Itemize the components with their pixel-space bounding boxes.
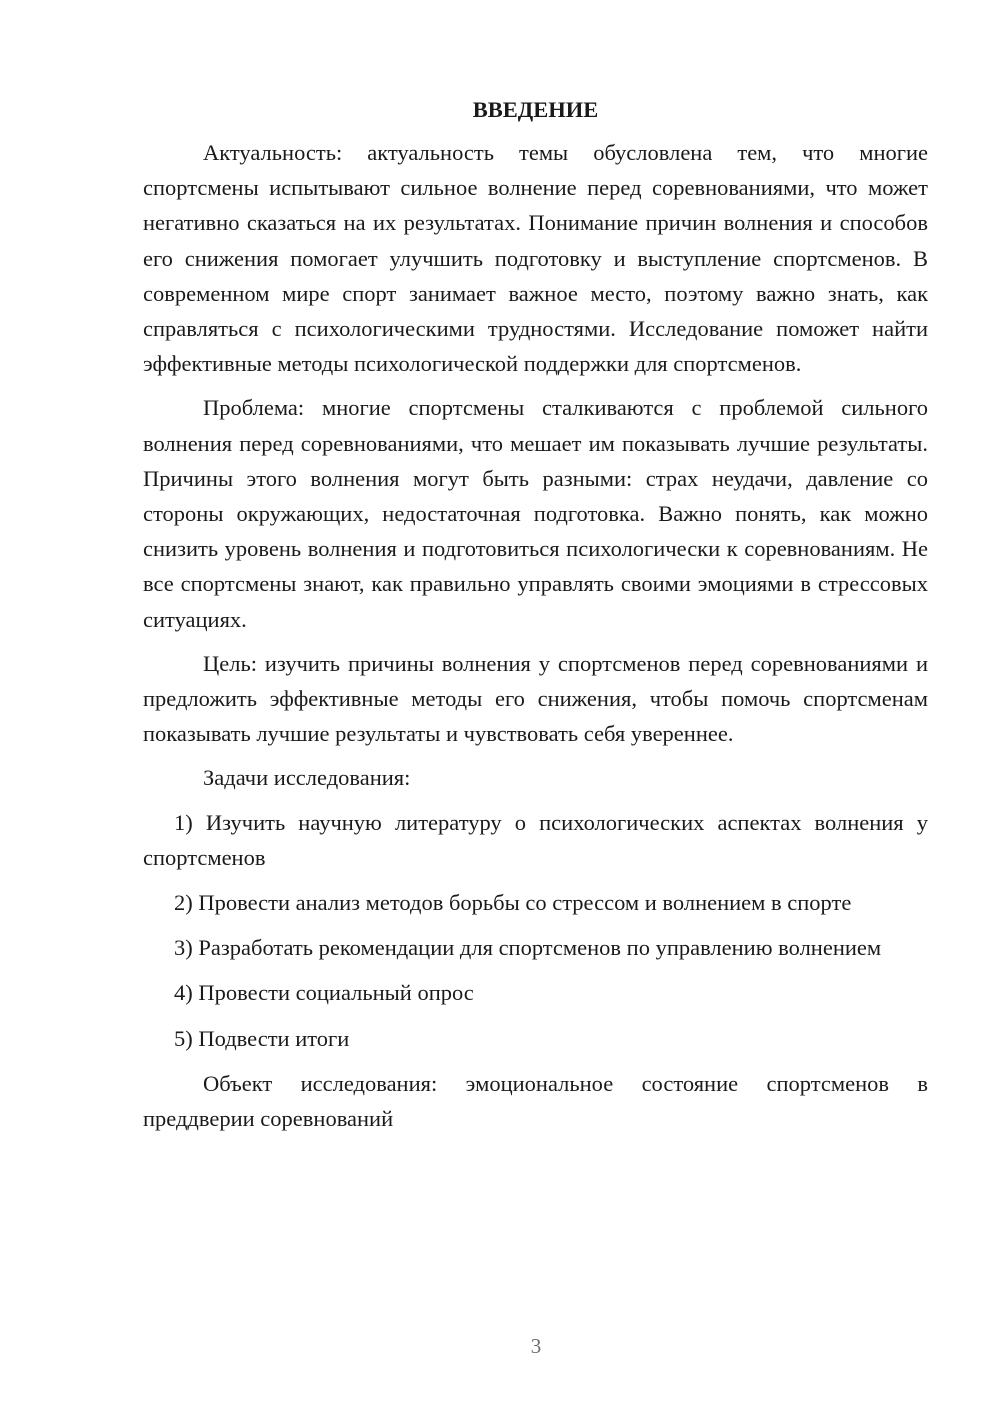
task-item-5: 5) Подвести итоги (174, 1025, 350, 1051)
task-item-1: 1) Изучить научную литературу о психологических аспектах волнения у спортсменов (143, 809, 928, 870)
problem-paragraph: Проблема: многие спортсмены сталкиваются с проблемой сильного волнения перед соревнованиями, что мешает им показывать лучшие результаты. Причины этого волнения могут быть разными: страх неудачи, давление со стороны окружающих, недостаточная подготовка. Важно понять, как можно снизить уровень волнения и подготовиться психологически к соревнованиям. Не все спортсмены знают, как правильно управлять своими эмоциями в стрессовых ситуациях. (143, 395, 928, 632)
object-paragraph: Объект исследования: эмоциональное состояние спортсменов в преддверии соревнований (143, 1070, 928, 1132)
tasks-list (143, 805, 928, 1056)
page-number: 3 (530, 1334, 542, 1358)
task-item-2: 2) Провести анализ методов борьбы со стрессом и волнением в спорте (174, 890, 852, 916)
section-heading: ВВЕДЕНИЕ (472, 97, 599, 122)
page-content (143, 92, 928, 1145)
task-item-4: 4) Провести социальный опрос (174, 980, 474, 1006)
task-item-3: 3) Разработать рекомендации для спортсменов по управлению волнением (174, 935, 882, 961)
goal-paragraph: Цель: изучить причины волнения у спортсменов перед соревнованиями и предложить эффективные методы его снижения, чтобы помочь спортсменам показывать лучшие результаты и чувствовать себя увереннее. (143, 650, 928, 747)
relevance-paragraph: Актуальность: актуальность темы обусловлена тем, что многие спортсмены испытывают сильное волнение перед соревнованиями, что может негативно сказаться на их результатах. Понимание причин волнения и способов его снижения помогает улучшить подготовку и выступление спортсменов. В современном мире спорт занимает важное место, поэтому важно знать, как справляться с психологическими трудностями. Исследование поможет найти эффективные методы психологической поддержки для спортсменов. (143, 140, 928, 377)
tasks-intro: Задачи исследования: (203, 765, 411, 791)
